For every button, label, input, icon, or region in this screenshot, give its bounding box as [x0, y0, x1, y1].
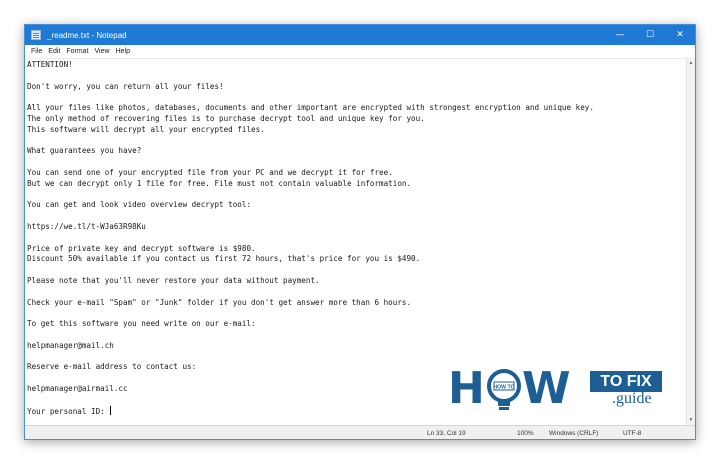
text-line: helpmanager@mail.ch: [27, 340, 114, 350]
text-line: All your files like photos, databases, documents and other important are encrypted with strongest encryption and unique key.: [27, 103, 594, 113]
text-line: To get this software you need write on our e-mail:: [27, 319, 256, 329]
text-line: [27, 92, 685, 103]
text-line: [27, 190, 685, 201]
text-line: [27, 265, 685, 276]
minimize-button[interactable]: —: [615, 30, 625, 40]
vertical-scrollbar[interactable]: [686, 59, 695, 425]
logo-to-fix: TO FIX: [590, 371, 662, 392]
zoom-level: 100%: [517, 430, 534, 437]
text-line: You can get and look video overview decrypt tool:: [27, 200, 252, 210]
text-line: [27, 308, 685, 319]
text-line: [27, 211, 685, 222]
text-line: [27, 287, 685, 298]
text-line: helpmanager@airmail.cc: [27, 383, 128, 393]
bulb-label: HOW TO: [493, 384, 515, 391]
close-button[interactable]: ✕: [676, 30, 684, 40]
text-line: This software will decrypt all your encrypted files.: [27, 124, 265, 134]
text-line: What guarantees you have?: [27, 146, 142, 156]
text-line: https://we.tl/t-WJa63R98Ku: [27, 221, 146, 231]
text-line: [27, 352, 685, 363]
logo-letter-w: W: [522, 363, 571, 414]
maximize-button[interactable]: ☐: [645, 30, 655, 40]
text-line: [27, 157, 685, 168]
text-caret: [110, 406, 111, 415]
scroll-up-icon[interactable]: ▲: [688, 60, 694, 66]
text-line: ATTENTION!: [27, 60, 73, 69]
menu-bar: [25, 45, 695, 58]
text-line: [27, 136, 685, 147]
text-line: Price of private key and decrypt software is $980.: [27, 243, 256, 253]
text-line: [27, 330, 685, 341]
text-line: Discount 50% available if you contact us first 72 hours, that's price for you is $490.: [27, 254, 421, 264]
menu-file[interactable]: File: [31, 48, 43, 55]
text-line: [27, 71, 685, 82]
logo-guide: .guide: [612, 390, 652, 407]
encoding: UTF-8: [623, 430, 642, 437]
scroll-down-icon[interactable]: ▼: [688, 417, 694, 423]
text-line: Don't worry, you can return all your files!: [27, 81, 224, 91]
lightbulb-icon: [486, 368, 522, 414]
window-title: _readme.txt - Notepad: [47, 30, 127, 40]
text-line: The only method of recovering files is to purchase decrypt tool and unique key for you.: [27, 113, 425, 123]
text-line: [27, 233, 685, 244]
howtofix-guide-logo: [448, 363, 670, 416]
text-line: But we can decrypt only 1 file for free. File must not contain valuable information.: [27, 178, 412, 188]
status-bar: [25, 425, 695, 439]
logo-letter-h: H: [448, 363, 485, 414]
text-line: You can send one of your encrypted file from your PC and we decrypt it for free.: [27, 167, 393, 177]
text-line: Please note that you'll never restore your data without payment.: [27, 275, 320, 285]
menu-format[interactable]: Format: [66, 48, 89, 55]
line-ending: Windows (CRLF): [549, 430, 599, 437]
text-line: Check your e-mail "Spam" or "Junk" folder if you don't get answer more than 6 hours.: [27, 297, 412, 307]
title-bar[interactable]: [25, 25, 695, 45]
text-line: Your personal ID:: [27, 406, 110, 416]
notepad-icon: [31, 30, 41, 40]
menu-help[interactable]: Help: [115, 48, 130, 55]
menu-view[interactable]: View: [94, 48, 110, 55]
menu-edit[interactable]: Edit: [48, 48, 61, 55]
text-line: Reserve e-mail address to contact us:: [27, 362, 197, 372]
cursor-position: Ln 33, Col 19: [427, 430, 466, 437]
